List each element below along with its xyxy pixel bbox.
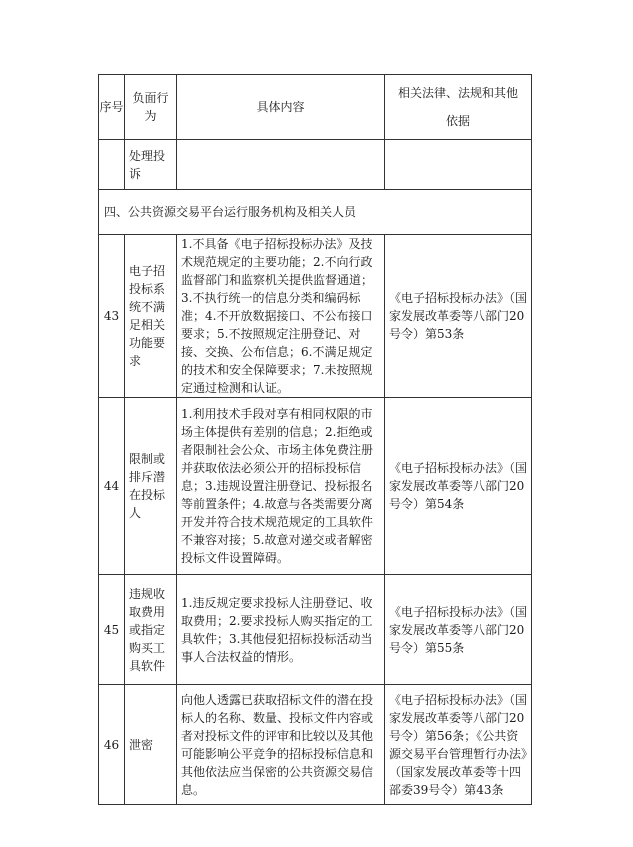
row-no: 44 <box>99 398 125 575</box>
header-content: 具体内容 <box>177 75 385 140</box>
row-behavior: 泄密 <box>125 685 177 805</box>
row-behavior: 处理投诉 <box>125 140 177 190</box>
row-behavior: 违规收取费用或指定购买工具软件 <box>125 575 177 685</box>
row-basis: 《电子招标投标办法》（国家发展改革委等八部门20号令）第54条 <box>385 398 532 575</box>
row-no: 46 <box>99 685 125 805</box>
row-behavior: 限制或排斥潜在投标人 <box>125 398 177 575</box>
row-basis: 《电子招标投标办法》（国家发展改革委等八部门20号令）第56条；《公共资源交易平台管理暂行办法》（国家发展改革委等十四部委39号令）第43条 <box>385 685 532 805</box>
section-row <box>99 190 532 235</box>
row-behavior: 电子招投标系统不满足相关功能要求 <box>125 235 177 398</box>
header-no: 序号 <box>99 75 125 140</box>
section-title: 四、公共资源交易平台运行服务机构及相关人员 <box>99 190 532 235</box>
regulation-table <box>98 74 532 805</box>
row-basis <box>385 140 532 190</box>
table-header-row <box>99 75 532 140</box>
row-content <box>177 140 385 190</box>
table-row <box>99 685 532 805</box>
row-no <box>99 140 125 190</box>
row-basis: 《电子招标投标办法》（国家发展改革委等八部门20号令）第53条 <box>385 235 532 398</box>
header-basis: 相关法律、法规和其他依据 <box>385 75 532 140</box>
table-row <box>99 235 532 398</box>
header-behavior: 负面行为 <box>125 75 177 140</box>
row-no: 43 <box>99 235 125 398</box>
row-no: 45 <box>99 575 125 685</box>
table-row <box>99 575 532 685</box>
row-basis: 《电子招标投标办法》（国家发展改革委等八部门20号令）第55条 <box>385 575 532 685</box>
table-row <box>99 140 532 190</box>
table-row <box>99 398 532 575</box>
row-content: 向他人透露已获取招标文件的潜在投标人的名称、数量、投标文件内容或者对投标文件的评审和比较以及其他可能影响公平竞争的招标投标信息和其他依法应当保密的公共资源交易信息。 <box>177 685 385 805</box>
row-content: 1.不具备《电子招标投标办法》及技术规范规定的主要功能；2.不向行政监督部门和监察机关提供监督通道；3.不执行统一的信息分类和编码标准；4.不开放数据接口、不公布接口要求；5.不按照规定注册登记、对接、交换、公布信息；6.不满足规定的技术和安全保障要求；7.未按照规定通过检测和认证。 <box>177 235 385 398</box>
row-content: 1.违反规定要求投标人注册登记、收取费用；2.要求投标人购买指定的工具软件；3.其他侵犯招标投标活动当事人合法权益的情形。 <box>177 575 385 685</box>
row-content: 1.利用技术手段对享有相同权限的市场主体提供有差别的信息；2.拒绝或者限制社会公众、市场主体免费注册并获取依法必须公开的招标投标信息；3.违规设置注册登记、投标报名等前置条件；4.故意与各类需要分离开发并符合技术规范规定的工具软件不兼容对接；5.故意对递交或者解密投标文件设置障碍。 <box>177 398 385 575</box>
